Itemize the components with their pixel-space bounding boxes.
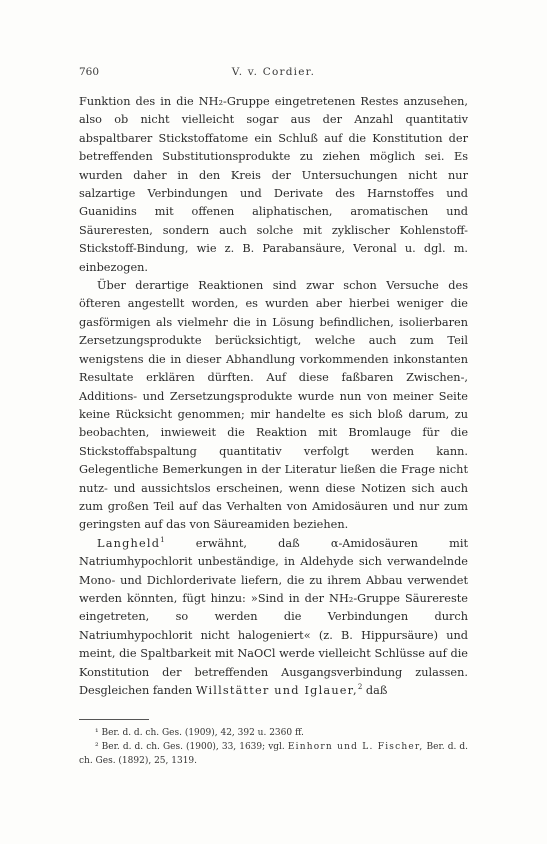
- paragraph-1: Funktion des in die NH₂-Gruppe eingetretenen Restes anzusehen, also ob nicht vielleicht sogar aus der Anzahl quantitativ abspaltbarer Stickstoffatome ein Schluß auf die Konstitution der betreffenden Substitutionsprodukte zu ziehen möglich sei. Es wurden daher in den Kreis der Untersuchungen nicht nur salzartige Verbindungen und Derivate des Harnstoffes und Guanidins mit offenen aliphatischen, aromatischen und Säureresten, sondern auch solche mit zyklischer Kohlenstoff-Stickstoff-Bindung, wie z. B. Parabansäure, Veronal u. dgl. m. einbezogen.: [79, 95, 468, 274]
- body-text: [79, 93, 468, 700]
- footnote-ref-1: 1: [160, 535, 165, 544]
- paragraph-2: Über derartige Reaktionen sind zwar schon Versuche des öfteren angestellt worden, es wurden aber hierbei weniger die gasförmigen als vielmehr die in Lösung befindlichen, isolierbaren Zersetzungsprodukte berücksichtigt, welche auch zum Teil wenigstens die in dieser Abhandlung vorkommenden inkonstanten Resultate erklären dürften. Auf diese faßbaren Zwischen-, Additions- und Zersetzungsprodukte wurde nun von meiner Seite keine Rücksicht genommen; mir handelte es sich bloß darum, zu beobachten, inwieweit die Reaktion mit Bromlauge für die Stickstoffabspaltung quantitativ verfolgt werden kann. Gelegentliche Bemerkungen in der Literatur ließen die Frage nicht nutz- und aussichtslos erscheinen, wenn diese Notizen sich auch zum großen Teil auf das Verhalten von Amidosäuren und nur zum geringsten auf das von Säureamiden beziehen.: [79, 279, 468, 532]
- footnote-2: [79, 740, 468, 768]
- paragraph-3-text-b: daß: [362, 684, 388, 697]
- page-number: 760: [79, 66, 100, 78]
- running-title: V. v. Cordier.: [231, 66, 316, 78]
- footnote-2-text-a: ² Ber. d. d. ch. Ges. (1900), 33, 1639; vgl.: [95, 742, 288, 752]
- footnote-ref-2: 2: [357, 683, 363, 692]
- footnote-2-authors: Einhorn und L. Fischer,: [287, 742, 424, 752]
- footnote-2-text-b: Ber. d. d. ch. Ges. (1892), 25, 1319.: [79, 742, 468, 766]
- running-head: [79, 66, 468, 82]
- footnote-divider: [79, 719, 149, 720]
- paragraph-3: [79, 535, 468, 701]
- author-langheld: Langheld: [97, 536, 161, 550]
- footnote-1: ¹ Ber. d. d. ch. Ges. (1909), 42, 392 u. 2360 ff.: [95, 728, 304, 738]
- author-willstaetter-iglauer: Willstätter und Iglauer,: [195, 684, 358, 697]
- paragraph-3-text-a: erwähnt, daß α-Amidosäuren mit Natriumhypochlorit unbeständige, in Aldehyde sich verwandelnde Mono- und Dichlorderivate liefern, die zu ihrem Abbau verwendet werden könnten, fügt hinzu: »Sind in der NH₂-Gruppe Säurereste eingetreten, so werden die Verbindungen durch Natriumhypochlorit nicht halogeniert« (z. B. Hippursäure) und meint, die Spaltbarkeit mit NaOCl werde vielleicht Schlüsse auf die Konstitution der betreffenden Ausgangsverbindung zulassen. Desgleichen fanden: [79, 536, 468, 697]
- footnotes: [79, 726, 468, 768]
